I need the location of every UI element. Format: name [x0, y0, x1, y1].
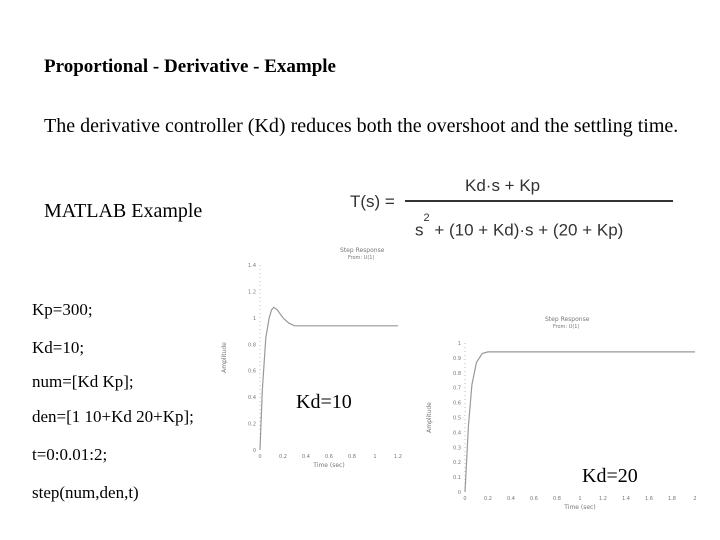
x-axis-label: Time (sec) — [313, 462, 345, 469]
x-axis-label: Time (sec) — [564, 504, 596, 511]
tf-lhs: T(s) = — [350, 192, 395, 211]
code-line: Kp=300; — [32, 300, 93, 319]
code-line: t=0:0.01:2; — [32, 445, 108, 464]
y-tick-label: 0.6 — [248, 368, 256, 375]
x-tick-label: 1.2 — [394, 454, 402, 460]
y-tick-label: 1.2 — [248, 289, 256, 296]
tf-den-exp: 2 — [423, 212, 430, 224]
x-tick-label: 1.4 — [622, 496, 630, 502]
y-tick-label: 0.5 — [453, 415, 461, 422]
y-tick-label: 0.8 — [248, 342, 256, 349]
slide-title: Proportional - Derivative - Example — [44, 56, 336, 77]
y-tick-label: 0 — [252, 448, 256, 454]
y-tick-label: 0.9 — [453, 355, 461, 362]
step-response-plot-kd20 — [425, 305, 710, 537]
y-tick-label: 0.2 — [453, 460, 461, 467]
x-tick-label: 0.6 — [325, 454, 333, 460]
x-tick-label: 1 — [578, 496, 582, 502]
slide-paragraph: The derivative controller (Kd) reduces both the overshoot and the settling time. — [44, 115, 679, 137]
x-tick-label: 1.8 — [668, 496, 676, 502]
x-tick-label: 0.8 — [348, 454, 356, 460]
x-tick-label: 2 — [693, 496, 697, 502]
x-tick-label: 1 — [373, 454, 377, 460]
chart-title: Step Response — [340, 247, 385, 254]
step-response-plot-kd10 — [220, 240, 420, 470]
x-tick-label: 0.2 — [484, 496, 492, 502]
step-response-line — [260, 307, 398, 450]
step-response-line — [465, 352, 695, 492]
x-tick-label: 0.4 — [507, 496, 515, 502]
code-line: den=[1 10+Kd 20+Kp]; — [32, 407, 194, 426]
x-tick-label: 0.2 — [279, 454, 287, 460]
y-tick-label: 0 — [457, 490, 461, 496]
x-tick-label: 1.2 — [599, 496, 607, 502]
plot1-label: Kd=10 — [296, 391, 352, 413]
x-tick-label: 0 — [258, 454, 262, 460]
chart-subtitle: From: U(1) — [348, 255, 375, 261]
x-tick-label: 0.4 — [302, 454, 310, 460]
y-tick-label: 0.3 — [453, 445, 461, 452]
code-line: step(num,den,t) — [32, 483, 139, 502]
transfer-function — [350, 172, 680, 242]
chart-subtitle: From: U(1) — [553, 324, 580, 330]
y-tick-label: 1.4 — [248, 263, 256, 269]
x-tick-label: 1.6 — [645, 496, 653, 502]
y-tick-label: 0.6 — [453, 400, 461, 407]
y-tick-label: 0.1 — [453, 475, 461, 482]
tf-fraction-bar — [405, 200, 673, 202]
chart-title: Step Response — [545, 316, 590, 323]
y-axis-label: Amplitude — [221, 342, 228, 373]
matlab-heading: MATLAB Example — [44, 200, 203, 222]
code-line: Kd=10; — [32, 338, 85, 357]
y-tick-label: 1 — [457, 341, 461, 347]
tf-numerator: Kd·s + Kp — [465, 176, 541, 195]
x-tick-label: 0.8 — [553, 496, 561, 502]
tf-den-s: s — [415, 220, 424, 240]
x-tick-label: 0 — [463, 496, 467, 502]
y-axis-label: Amplitude — [426, 402, 433, 433]
code-line: num=[Kd Kp]; — [32, 372, 134, 391]
x-tick-label: 0.6 — [530, 496, 538, 502]
y-tick-label: 0.8 — [453, 370, 461, 377]
tf-denominator — [415, 212, 624, 241]
y-tick-label: 0.4 — [453, 430, 461, 437]
y-tick-label: 0.7 — [453, 385, 461, 392]
y-tick-label: 0.2 — [248, 421, 256, 428]
tf-den-rest: + (10 + Kd)·s + (20 + Kp) — [429, 220, 624, 240]
y-tick-label: 1 — [252, 315, 256, 322]
y-tick-label: 0.4 — [248, 395, 256, 402]
plot2-label: Kd=20 — [582, 465, 638, 487]
